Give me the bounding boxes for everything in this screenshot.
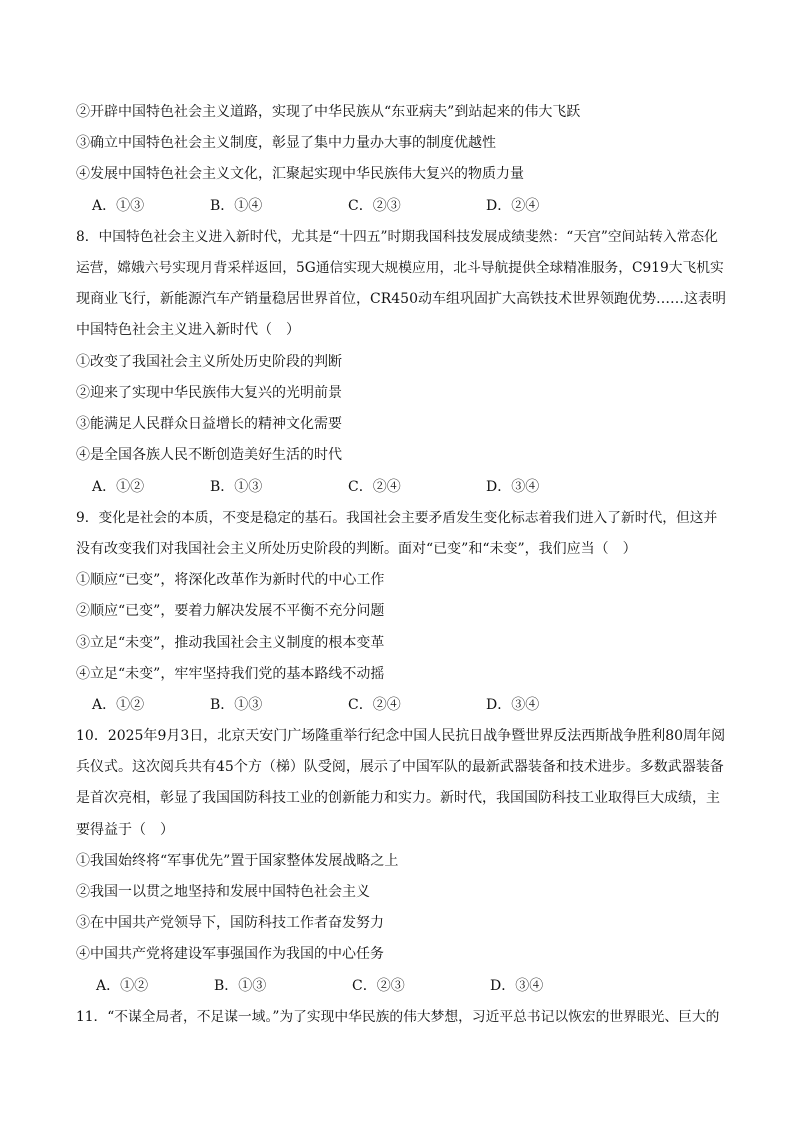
q8-choice-2: ②迎来了实现中华民族伟大复兴的光明前景 bbox=[76, 385, 342, 401]
option-b: B．①④ bbox=[210, 198, 263, 214]
q8-choice-4: ④是全国各族人民不断创造美好生活的时代 bbox=[76, 447, 342, 463]
option-b: B．①③ bbox=[214, 978, 267, 994]
q8-options bbox=[92, 477, 652, 497]
q9-stem-line-2: 没有改变我们对我国社会主义所处历史阶段的判断。面对“已变”和“未变”，我们应当（ ） bbox=[76, 541, 637, 557]
q9-stem-line-1: 9．变化是社会的本质，不变是稳定的基石。我国社会主要矛盾发生变化标志着我们进入了新时代，但这并 bbox=[76, 510, 718, 526]
option-d: D．③④ bbox=[486, 697, 540, 713]
option-c: C．②③ bbox=[352, 978, 405, 994]
option-c: C．②④ bbox=[348, 479, 401, 495]
option-a: A．①② bbox=[92, 697, 145, 713]
q10-choice-4: ④中国共产党将建设军事强国作为我国的中心任务 bbox=[76, 946, 384, 962]
q7-choice-3: ③确立中国特色社会主义制度，彰显了集中力量办大事的制度优越性 bbox=[76, 135, 496, 151]
option-d: D．②④ bbox=[486, 198, 540, 214]
q9-choice-3: ③立足“未变”，推动我国社会主义制度的根本变革 bbox=[76, 635, 385, 651]
option-d: D．③④ bbox=[486, 479, 540, 495]
q10-stem-line-4: 要得益于（ ） bbox=[76, 822, 174, 838]
q10-stem-line-3: 是首次亮相，彰显了我国国防科技工业的创新能力和实力。新时代，我国国防科技工业取得巨大成绩，主 bbox=[76, 790, 720, 806]
q10-stem-line-2: 兵仪式。这次阅兵共有45个方（梯）队受阅，展示了中国军队的最新武器装备和技术进步。多数武器装备 bbox=[76, 759, 724, 775]
q8-stem-line-1: 8．中国特色社会主义进入新时代，尤其是“十四五”时期我国科技发展成绩斐然：“天宫”空间站转入常态化 bbox=[76, 229, 718, 245]
q10-options bbox=[96, 976, 656, 996]
q8-stem-line-3: 现商业飞行，新能源汽车产销量稳居世界首位，CR450动车组巩固扩大高铁技术世界领跑优势……这表明 bbox=[76, 291, 726, 307]
q7-choice-2: ②开辟中国特色社会主义道路，实现了中华民族从“东亚病夫”到站起来的伟大飞跃 bbox=[76, 104, 581, 120]
q9-choice-4: ④立足“未变”，牢牢坚持我们党的基本路线不动摇 bbox=[76, 666, 385, 682]
q9-choice-1: ①顺应“已变”，将深化改革作为新时代的中心工作 bbox=[76, 572, 385, 588]
q7-options bbox=[92, 196, 652, 216]
q9-choice-2: ②顺应“已变”，要着力解决发展不平衡不充分问题 bbox=[76, 603, 385, 619]
option-b: B．①③ bbox=[210, 697, 263, 713]
q8-choice-1: ①改变了我国社会主义所处历史阶段的判断 bbox=[76, 354, 342, 370]
option-a: A．①② bbox=[96, 978, 149, 994]
q10-choice-1: ①我国始终将“军事优先”置于国家整体发展战略之上 bbox=[76, 853, 399, 869]
q8-choice-3: ③能满足人民群众日益增长的精神文化需要 bbox=[76, 416, 342, 432]
option-c: C．②④ bbox=[348, 697, 401, 713]
q10-choice-2: ②我国一以贯之地坚持和发展中国特色社会主义 bbox=[76, 884, 370, 900]
q8-stem-line-4: 中国特色社会主义进入新时代（ ） bbox=[76, 322, 300, 338]
option-c: C．②③ bbox=[348, 198, 401, 214]
q9-options bbox=[92, 695, 652, 715]
option-b: B．①③ bbox=[210, 479, 263, 495]
q11-stem-line-1: 11．“不谋全局者，不足谋一域。”为了实现中华民族的伟大梦想，习近平总书记以恢宏的世界眼光、巨大的 bbox=[76, 1009, 720, 1025]
q8-stem-line-2: 运营，嫦娥六号实现月背采样返回，5G通信实现大规模应用，北斗导航提供全球精准服务，C919大飞机实 bbox=[76, 260, 724, 276]
q10-choice-3: ③在中国共产党领导下，国防科技工作者奋发努力 bbox=[76, 915, 384, 931]
q7-choice-4: ④发展中国特色社会主义文化，汇聚起实现中华民族伟大复兴的物质力量 bbox=[76, 166, 524, 182]
option-d: D．③④ bbox=[490, 978, 544, 994]
option-a: A．①③ bbox=[92, 198, 145, 214]
q10-stem-line-1: 10．2025年9月3日，北京天安门广场隆重举行纪念中国人民抗日战争暨世界反法西斯战争胜利80周年阅 bbox=[76, 728, 726, 744]
option-a: A．①② bbox=[92, 479, 145, 495]
